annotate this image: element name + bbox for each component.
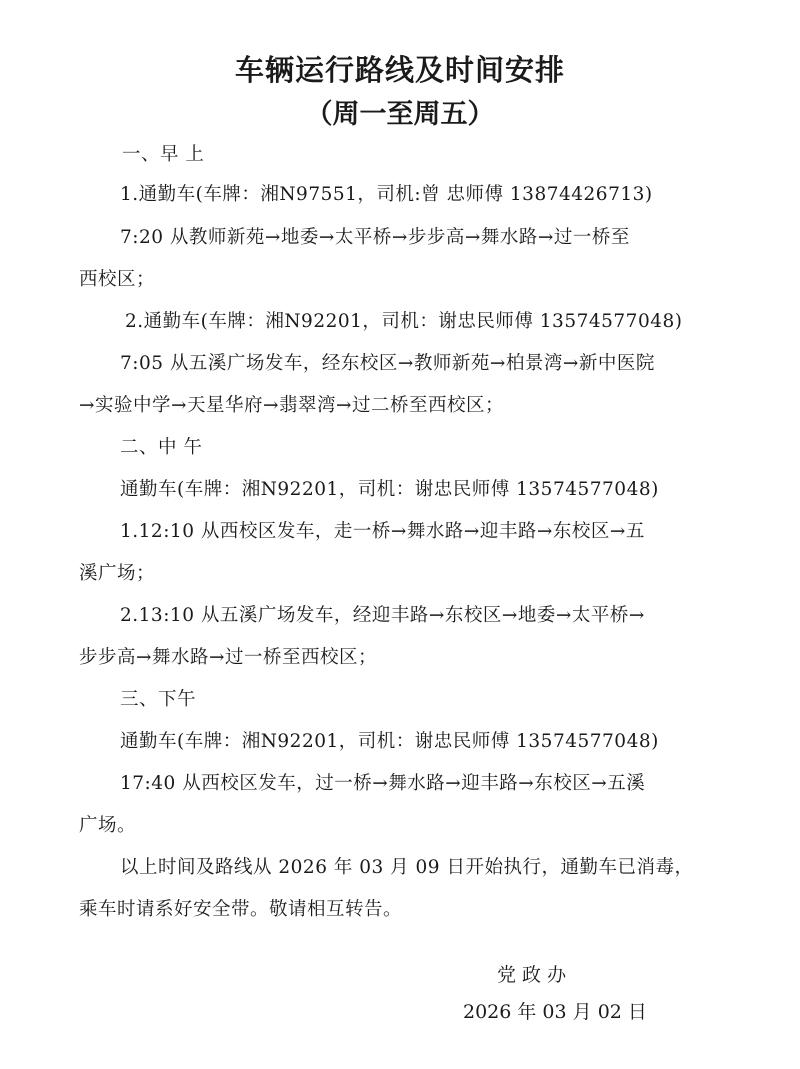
afternoon-route: 17:40 从西校区发车，过一桥→舞水路→迎丰路→东校区→五溪 [120,773,646,794]
morning-bus1-route: 7:20 从教师新苑→地委→太平桥→步步高→舞水路→过一桥至 [120,227,630,248]
noon-route1: 1.12:10 从西校区发车，走一桥→舞水路→迎丰路→东校区→五 [120,521,645,542]
notice-line-1: 以上时间及路线从 2026 年 03 月 09 日开始执行，通勤车已消毒， [120,857,694,878]
document-subtitle: （周一至周五） [305,99,495,130]
notice-line-2: 乘车时请系好安全带。敬请相互转告。 [79,899,403,920]
morning-bus2-route-cont: →实验中学→天星华府→翡翠湾→过二桥至西校区； [79,395,505,416]
section-heading-noon: 二、中 午 [120,437,203,458]
signature-department: 党 政 办 [497,964,567,986]
document-title: 车辆运行路线及时间安排 [234,53,565,87]
afternoon-bus-info: 通勤车(车牌：湘N92201，司机：谢忠民师傅 13574577048) [120,731,659,752]
morning-bus2-info: 2.通勤车(车牌：湘N92201，司机：谢忠民师傅 13574577048) [125,311,683,332]
afternoon-route-cont: 广场。 [79,815,137,836]
noon-route2-cont: 步步高→舞水路→过一桥至西校区； [79,647,378,668]
morning-bus1-route-cont: 西校区； [79,269,156,290]
noon-route1-cont: 溪广场； [79,563,156,584]
section-heading-afternoon: 三、下午 [120,689,197,710]
noon-route2: 2.13:10 从五溪广场发车，经迎丰路→东校区→地委→太平桥→ [120,605,645,626]
noon-bus-info: 通勤车(车牌：湘N92201，司机：谢忠民师傅 13574577048) [120,479,659,500]
section-heading-morning: 一、早 上 [122,144,205,165]
signature-date: 2026 年 03 月 02 日 [463,1001,647,1023]
morning-bus1-info: 1.通勤车(车牌：湘N97551，司机:曾 忠师傅 13874426713) [120,184,653,205]
morning-bus2-route: 7:05 从五溪广场发车，经东校区→教师新苑→柏景湾→新中医院 [120,353,655,374]
